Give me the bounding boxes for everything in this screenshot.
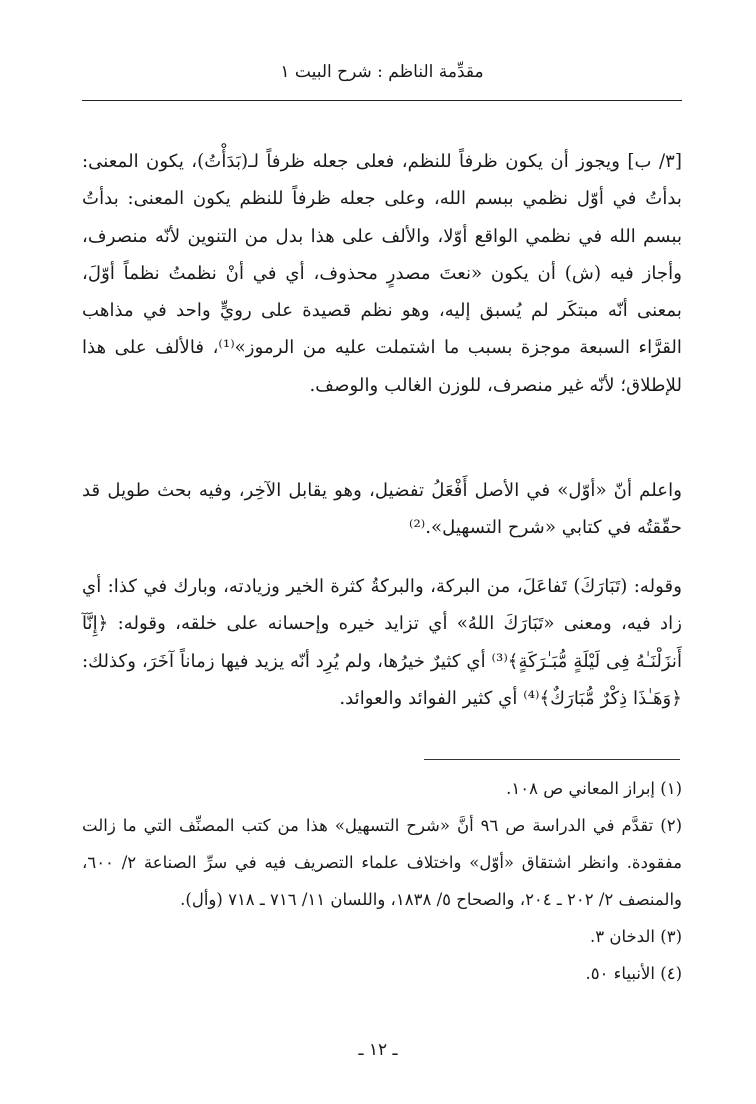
- footnote-3: (٣) الدخان ٣.: [590, 927, 682, 946]
- body-paragraph-3: وقوله: (تَبَارَكَ) تَفاعَلَ، من البركة، والبركةُ كثرة الخير وزيادته، وبارك في كذا: أي زاد فيه، ومعنى «تَبَارَكَ اللهُ» أي تزايد خيره وإحسانه على خلقه، وقوله: ﴿إِنَّآ أَنزَلْنَـٰهُ فِى لَيْلَةٍ مُّبَـٰرَكَةٍ﴾⁽³⁾ أي كثيرٌ خيرُها، ولم يُرِد أنّه يزيد فيها زماناً آخَرَ، وكذلك: ﴿وَهَـٰذَا ذِكْرٌ مُّبَارَكٌ﴾⁽⁴⁾ أي كثير الفوائد والعوائد.: [82, 576, 683, 709]
- footnotes-block: [82, 770, 682, 992]
- footnote-4: (٤) الأنبياء ٥٠.: [585, 964, 682, 983]
- header-divider: [82, 100, 682, 101]
- footnote-2: (٢) تقدَّم في الدراسة ص ٩٦ أنَّ «شرح التسهيل» هذا من كتب المصنِّف التي ما زالت مفقودة. وانظر اشتقاق «أوّل» واختلاف علماء التصريف فيه في سرِّ الصناعة ٢/ ٦٠٠، والمنصف ٢/ ٢٠٢ ـ ٢٠٤، والصحاح ٥/ ١٨٣٨، واللسان ١١/ ٧١٦ ـ ٧١٨ (وأل).: [82, 816, 683, 909]
- footnote-divider: [424, 759, 680, 760]
- page-number: ـ ١٢ ـ: [358, 1040, 398, 1060]
- footnote-1: (١) إبراز المعاني ص ١٠٨.: [506, 779, 682, 798]
- running-header-title: مقدِّمة الناظم : شرح البيت ١: [280, 62, 484, 82]
- body-paragraph-1: [٣/ ب] ويجوز أن يكون ظرفاً للنظم، فعلى جعله ظرفاً لـ(بَدَأْتُ)، يكون المعنى: بدأتُ في أوّل نظمي ببسم الله، وعلى جعله ظرفاً للنظم يكون المعنى: بدأتُ ببسم الله في نظمي الواقع أوّلا، والألف على هذا بدل من التنوين لأنّه منصرف، وأجاز فيه (ش) أن يكون «نعتَ مصدرٍ محذوف، أي في أنْ نظمتُ نظماً أوّلَ، بمعنى أنّه مبتكَر لم يُسبق إليه، وهو نظم قصيدة على رويٍّ واحد في مذاهب القرَّاء السبعة موجزة بسبب ما اشتملت عليه من الرموز»⁽¹⁾، فالألف على هذا للإطلاق؛ لأنّه غير منصرف، للوزن الغالب والوصف.: [82, 151, 682, 396]
- body-paragraph-2: واعلم أنّ «أوّل» في الأصل أَفْعَلُ تفضيل، وهو يقابل الآخِر، وفيه بحث طويل قد حقّقتُه في كتابي «شرح التسهيل».⁽²⁾: [82, 480, 682, 539]
